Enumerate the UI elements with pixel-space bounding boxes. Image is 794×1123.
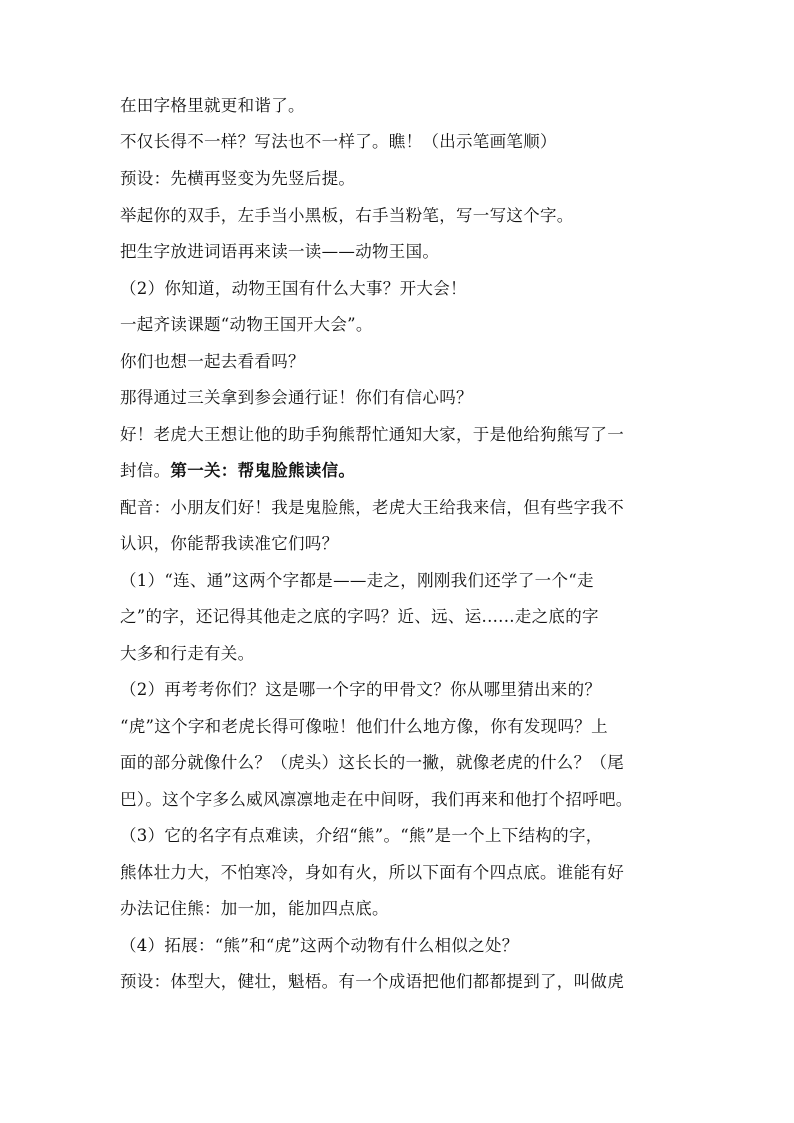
text-line: 预设：先横再竖变为先竖后提。 bbox=[120, 169, 356, 188]
text-line: 办法记住熊：加一加，能加四点底。 bbox=[120, 899, 389, 918]
text-line: 举起你的双手，左手当小黑板，右手当粉笔，写一写这个字。 bbox=[120, 206, 574, 225]
text-line: 不仅长得不一样？写法也不一样了。瞧！（出示笔画笔顺） bbox=[120, 132, 557, 151]
text-line: 面的部分就像什么？（虎头）这长长的一撇，就像老虎的什么？（尾 bbox=[120, 753, 624, 772]
text-line: 一起齐读课题“动物王国开大会”。 bbox=[120, 315, 373, 334]
text-line: （2）再考考你们？这是哪一个字的甲骨文？你从哪里猜出来的？ bbox=[120, 680, 602, 699]
text-line: 那得通过三关拿到参会通行证！你们有信心吗？ bbox=[120, 388, 473, 407]
text-line: 在田字格里就更和谐了。 bbox=[120, 96, 305, 115]
text-line: 把生字放进词语再来读一读——动物王国。 bbox=[120, 242, 440, 261]
text-line: 之”的字，还记得其他走之底的字吗？近、远、运......走之底的字 bbox=[120, 607, 599, 626]
text-line: 好！老虎大王想让他的助手狗熊帮忙通知大家，于是他给狗熊写了一 bbox=[120, 425, 624, 444]
text-line: 配音：小朋友们好！我是鬼脸熊，老虎大王给我来信，但有些字我不 bbox=[120, 498, 624, 517]
text-line: 预设：体型大，健壮，魁梧。有一个成语把他们都都提到了，叫做虎 bbox=[120, 972, 624, 991]
text-line: （4）拓展：“熊”和“虎”这两个动物有什么相似之处？ bbox=[120, 936, 519, 955]
text-line: （2）你知道，动物王国有什么大事？开大会！ bbox=[120, 279, 467, 298]
text-fragment: 封信。 bbox=[120, 461, 171, 480]
text-line: 熊体壮力大，不怕寒冷，身如有火，所以下面有个四点底。谁能有好 bbox=[120, 863, 624, 882]
section-heading: 第一关：帮鬼脸熊读信。 bbox=[170, 461, 356, 480]
text-line: 大多和行走有关。 bbox=[120, 644, 255, 663]
text-line: 认识，你能帮我读准它们吗？ bbox=[120, 534, 339, 553]
text-line: 你们也想一起去看看吗？ bbox=[120, 352, 305, 371]
text-line-with-heading bbox=[120, 460, 690, 482]
text-line: （3）它的名字有点难读，介绍“熊”。“熊”是一个上下结构的字， bbox=[120, 826, 603, 845]
text-line: （1）“连、通”这两个字都是——走之，刚刚我们还学了一个“走 bbox=[120, 571, 594, 590]
text-line: 巴）。这个字多么威风凛凛地走在中间呀，我们再来和他打个招呼吧。 bbox=[120, 790, 633, 809]
text-line: “虎”这个字和老虎长得可像啦！他们什么地方像，你有发现吗？上 bbox=[120, 717, 608, 736]
